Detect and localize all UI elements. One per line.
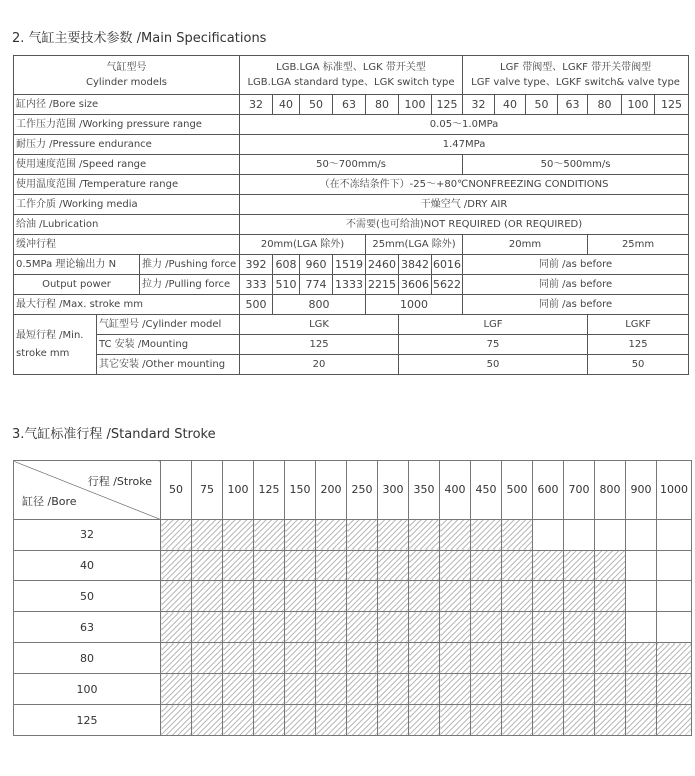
stroke-available-cell: [161, 705, 192, 736]
stroke-available-cell: [471, 643, 502, 674]
stroke-available-cell: [564, 612, 595, 643]
stroke-available-cell: [316, 519, 347, 550]
bore-label: 32: [14, 519, 161, 550]
stroke-unavailable-cell: [533, 519, 564, 550]
push-value: 608: [273, 255, 300, 275]
stroke-available-cell: [409, 612, 440, 643]
other-lgk-value: 20: [240, 355, 399, 375]
tc-lgk-value: 125: [240, 335, 399, 355]
stroke-header-cell: 700: [564, 461, 595, 520]
push-value: 392: [240, 255, 273, 275]
stroke-available-cell: [471, 674, 502, 705]
push-value: 960: [300, 255, 333, 275]
stroke-bore-corner: [14, 461, 161, 520]
stroke-available-cell: [285, 643, 316, 674]
stroke-available-cell: [223, 581, 254, 612]
stroke-available-cell: [409, 674, 440, 705]
stroke-available-cell: [626, 705, 657, 736]
stroke-available-cell: [533, 705, 564, 736]
stroke-available-cell: [564, 643, 595, 674]
stroke-available-cell: [564, 705, 595, 736]
stroke-available-cell: [192, 674, 223, 705]
stroke-available-cell: [440, 705, 471, 736]
stroke-available-cell: [409, 705, 440, 736]
stroke-available-cell: [223, 705, 254, 736]
stroke-available-cell: [595, 705, 626, 736]
stroke-available-cell: [409, 550, 440, 581]
bore-size-row: [14, 95, 689, 115]
stroke-available-cell: [378, 581, 409, 612]
stroke-available-cell: [192, 519, 223, 550]
stroke-available-cell: [440, 550, 471, 581]
stroke-available-cell: [657, 674, 692, 705]
stroke-available-cell: [285, 519, 316, 550]
bore-value: 63: [333, 95, 366, 115]
stroke-available-cell: [378, 519, 409, 550]
min-stroke-label: [14, 315, 97, 375]
stroke-header-cell: 350: [409, 461, 440, 520]
stroke-available-cell: [502, 581, 533, 612]
standard-stroke-table: [13, 460, 692, 736]
bore-row: [14, 519, 692, 550]
stroke-available-cell: [223, 643, 254, 674]
stroke-header-cell: 50: [161, 461, 192, 520]
tc-mounting-label: TC 安装 /Mounting: [97, 335, 240, 355]
stroke-available-cell: [161, 612, 192, 643]
push-same-as-before: 同前 /as before: [463, 255, 689, 275]
stroke-available-cell: [285, 550, 316, 581]
bore-label: 125: [14, 705, 161, 736]
stroke-available-cell: [161, 581, 192, 612]
stroke-available-cell: [347, 612, 378, 643]
cylinder-models-header: [14, 56, 240, 95]
stroke-available-cell: [316, 643, 347, 674]
endurance-label: 耐压力 /Pressure endurance: [14, 135, 240, 155]
stroke-header-cell: 125: [254, 461, 285, 520]
stroke-available-cell: [471, 519, 502, 550]
stroke-available-cell: [533, 581, 564, 612]
stroke-available-cell: [595, 550, 626, 581]
stroke-available-cell: [223, 550, 254, 581]
bore-value: 63: [558, 95, 588, 115]
stroke-available-cell: [471, 612, 502, 643]
stroke-unavailable-cell: [626, 581, 657, 612]
cushion-label: 缓冲行程: [14, 235, 240, 255]
push-value: 6016: [432, 255, 463, 275]
bore-value: 32: [240, 95, 273, 115]
stroke-header-cell: 1000: [657, 461, 692, 520]
model-lgf: LGF: [399, 315, 588, 335]
bore-corner-label: 缸径 /Bore: [22, 494, 77, 508]
model-lgkf: LGKF: [588, 315, 689, 335]
stroke-available-cell: [626, 643, 657, 674]
bore-value: 80: [588, 95, 622, 115]
bore-row: [14, 674, 692, 705]
lgf-en: LGF valve type、LGKF switch& valve type: [471, 77, 680, 88]
stroke-available-cell: [440, 519, 471, 550]
stroke-available-cell: [595, 581, 626, 612]
stroke-header-cell: 600: [533, 461, 564, 520]
lgf-cn: LGF 带阀型、LGKF 带开关带阀型: [500, 62, 652, 73]
max-stroke-value: 1000: [366, 295, 463, 315]
stroke-available-cell: [316, 612, 347, 643]
lubrication-row: [14, 215, 689, 235]
temperature-value: （在不冻结条件下）-25～+80℃NONFREEZING CONDITIONS: [240, 175, 689, 195]
stroke-available-cell: [223, 519, 254, 550]
stroke-available-cell: [285, 705, 316, 736]
min-stroke-tc-row: [14, 335, 689, 355]
stroke-available-cell: [192, 705, 223, 736]
bore-row: [14, 550, 692, 581]
stroke-header-cell: 500: [502, 461, 533, 520]
push-value: 2460: [366, 255, 399, 275]
stroke-available-cell: [533, 643, 564, 674]
stroke-available-cell: [347, 581, 378, 612]
stroke-available-cell: [254, 643, 285, 674]
stroke-available-cell: [533, 550, 564, 581]
temperature-row: [14, 175, 689, 195]
other-mounting-label: 其它安装 /Other mounting: [97, 355, 240, 375]
stroke-available-cell: [409, 643, 440, 674]
push-force-row: [14, 255, 689, 275]
pull-value: 2215: [366, 275, 399, 295]
stroke-available-cell: [347, 550, 378, 581]
stroke-corner-label: 行程 /Stroke: [87, 475, 152, 488]
min-stroke-label-line1: 最短行程 /Min.: [16, 329, 84, 341]
stroke-unavailable-cell: [657, 612, 692, 643]
stroke-unavailable-cell: [626, 519, 657, 550]
bore-value: 100: [399, 95, 432, 115]
pull-value: 3606: [399, 275, 432, 295]
stroke-available-cell: [502, 643, 533, 674]
stroke-available-cell: [223, 612, 254, 643]
other-lgf-value: 50: [399, 355, 588, 375]
pressure-range-label: 工作压力范围 /Working pressure range: [14, 115, 240, 135]
output-force-label-cn: 0.5MPa 理论输出力 N: [14, 255, 140, 275]
spec-header-row: [14, 56, 689, 95]
bore-label: 50: [14, 581, 161, 612]
stroke-available-cell: [316, 674, 347, 705]
speed-label: 使用速度范围 /Speed range: [14, 155, 240, 175]
cushion-value: 20mm: [463, 235, 588, 255]
bore-row: [14, 581, 692, 612]
stroke-header-cell: 100: [223, 461, 254, 520]
lgb-en: LGB.LGA standard type、LGK switch type: [247, 77, 455, 88]
stroke-header-row: [14, 461, 692, 520]
stroke-available-cell: [595, 674, 626, 705]
stroke-available-cell: [533, 612, 564, 643]
stroke-available-cell: [502, 612, 533, 643]
stroke-available-cell: [192, 643, 223, 674]
pull-force-row: [14, 275, 689, 295]
stroke-available-cell: [223, 674, 254, 705]
stroke-available-cell: [626, 674, 657, 705]
lgb-cn: LGB.LGA 标准型、LGK 带开关型: [276, 62, 426, 73]
bore-value: 80: [366, 95, 399, 115]
stroke-available-cell: [378, 643, 409, 674]
stroke-header-cell: 200: [316, 461, 347, 520]
stroke-available-cell: [471, 581, 502, 612]
bore-label: 100: [14, 674, 161, 705]
pull-value: 5622: [432, 275, 463, 295]
stroke-available-cell: [533, 674, 564, 705]
stroke-available-cell: [347, 519, 378, 550]
stroke-available-cell: [502, 705, 533, 736]
bore-value: 32: [463, 95, 495, 115]
bore-row: [14, 612, 692, 643]
output-power-label: Output power: [14, 275, 140, 295]
tc-lgkf-value: 125: [588, 335, 689, 355]
min-stroke-model-row: [14, 315, 689, 335]
stroke-available-cell: [316, 550, 347, 581]
stroke-available-cell: [285, 612, 316, 643]
stroke-available-cell: [657, 705, 692, 736]
stroke-available-cell: [347, 643, 378, 674]
pull-value: 1333: [333, 275, 366, 295]
bore-label: 80: [14, 643, 161, 674]
stroke-available-cell: [471, 550, 502, 581]
stroke-header-cell: 250: [347, 461, 378, 520]
stroke-available-cell: [502, 674, 533, 705]
stroke-header-cell: 800: [595, 461, 626, 520]
model-lgk: LGK: [240, 315, 399, 335]
max-stroke-label: 最大行程 /Max. stroke mm: [14, 295, 240, 315]
stroke-available-cell: [254, 674, 285, 705]
pull-value: 333: [240, 275, 273, 295]
cylinder-model-label: 气缸型号 /Cylinder model: [97, 315, 240, 335]
bore-value: 40: [495, 95, 526, 115]
bore-value: 40: [273, 95, 300, 115]
model-en-label: Cylinder models: [86, 77, 167, 88]
bore-label: 40: [14, 550, 161, 581]
cushion-value: 25mm(LGA 除外): [366, 235, 463, 255]
stroke-available-cell: [657, 643, 692, 674]
stroke-available-cell: [564, 581, 595, 612]
cushion-value: 25mm: [588, 235, 689, 255]
stroke-available-cell: [254, 581, 285, 612]
media-label: 工作介质 /Working media: [14, 195, 240, 215]
pull-value: 510: [273, 275, 300, 295]
stroke-available-cell: [564, 550, 595, 581]
bore-row: [14, 705, 692, 736]
stroke-available-cell: [161, 550, 192, 581]
bore-label: 63: [14, 612, 161, 643]
stroke-available-cell: [409, 519, 440, 550]
bore-value: 100: [622, 95, 655, 115]
cushion-value: 20mm(LGA 除外): [240, 235, 366, 255]
main-specifications-table: [13, 55, 689, 375]
stroke-available-cell: [161, 519, 192, 550]
stroke-available-cell: [192, 550, 223, 581]
stroke-available-cell: [192, 612, 223, 643]
bore-row: [14, 643, 692, 674]
temperature-label: 使用温度范围 /Temperature range: [14, 175, 240, 195]
bore-value: 125: [432, 95, 463, 115]
stroke-available-cell: [595, 612, 626, 643]
endurance-row: [14, 135, 689, 155]
pressure-range-row: [14, 115, 689, 135]
stroke-unavailable-cell: [657, 581, 692, 612]
stroke-unavailable-cell: [626, 612, 657, 643]
stroke-available-cell: [347, 674, 378, 705]
max-stroke-same-as-before: 同前 /as before: [463, 295, 689, 315]
stroke-unavailable-cell: [626, 550, 657, 581]
stroke-available-cell: [285, 581, 316, 612]
stroke-available-cell: [595, 643, 626, 674]
bore-size-label: 缸内径 /Bore size: [14, 95, 240, 115]
stroke-header-cell: 75: [192, 461, 223, 520]
stroke-available-cell: [440, 581, 471, 612]
pull-force-label: 拉力 /Pulling force: [140, 275, 240, 295]
stroke-available-cell: [471, 705, 502, 736]
bore-value: 50: [526, 95, 558, 115]
push-value: 1519: [333, 255, 366, 275]
section-title-specifications: 2. 气缸主要技术参数 /Main Specifications: [12, 31, 267, 46]
stroke-available-cell: [316, 581, 347, 612]
bore-value: 125: [655, 95, 689, 115]
stroke-header-cell: 450: [471, 461, 502, 520]
stroke-header-cell: 300: [378, 461, 409, 520]
pull-value: 774: [300, 275, 333, 295]
stroke-header-cell: 400: [440, 461, 471, 520]
stroke-available-cell: [440, 643, 471, 674]
min-stroke-other-row: [14, 355, 689, 375]
stroke-unavailable-cell: [595, 519, 626, 550]
speed-left-value: 50～700mm/s: [240, 155, 463, 175]
max-stroke-value: 800: [273, 295, 366, 315]
stroke-available-cell: [316, 705, 347, 736]
stroke-available-cell: [502, 550, 533, 581]
cushion-row: [14, 235, 689, 255]
lgf-series-header: [463, 56, 689, 95]
stroke-available-cell: [285, 674, 316, 705]
model-cn-label: 气缸型号: [106, 62, 147, 73]
max-stroke-value: 500: [240, 295, 273, 315]
stroke-available-cell: [378, 705, 409, 736]
section-title-standard-stroke: 3.气缸标准行程 /Standard Stroke: [12, 427, 216, 442]
stroke-available-cell: [254, 705, 285, 736]
stroke-unavailable-cell: [657, 550, 692, 581]
stroke-available-cell: [378, 550, 409, 581]
stroke-available-cell: [347, 705, 378, 736]
stroke-available-cell: [564, 674, 595, 705]
bore-value: 50: [300, 95, 333, 115]
stroke-available-cell: [502, 519, 533, 550]
max-stroke-row: [14, 295, 689, 315]
stroke-available-cell: [378, 674, 409, 705]
stroke-available-cell: [192, 581, 223, 612]
stroke-header-cell: 900: [626, 461, 657, 520]
push-value: 3842: [399, 255, 432, 275]
other-lgkf-value: 50: [588, 355, 689, 375]
stroke-header-cell: 150: [285, 461, 316, 520]
speed-row: [14, 155, 689, 175]
endurance-value: 1.47MPa: [240, 135, 689, 155]
stroke-available-cell: [409, 581, 440, 612]
tc-lgf-value: 75: [399, 335, 588, 355]
pressure-range-value: 0.05～1.0MPa: [240, 115, 689, 135]
min-stroke-label-line2: stroke mm: [16, 347, 70, 359]
stroke-available-cell: [378, 612, 409, 643]
stroke-available-cell: [254, 550, 285, 581]
media-row: [14, 195, 689, 215]
lgb-series-header: [240, 56, 463, 95]
stroke-available-cell: [254, 519, 285, 550]
stroke-available-cell: [161, 674, 192, 705]
push-force-label: 推力 /Pushing force: [140, 255, 240, 275]
stroke-unavailable-cell: [564, 519, 595, 550]
lubrication-value: 不需要(也可给油)NOT REQUIRED (OR REQUIRED): [240, 215, 689, 235]
lubrication-label: 给油 /Lubrication: [14, 215, 240, 235]
stroke-available-cell: [254, 612, 285, 643]
stroke-available-cell: [440, 674, 471, 705]
media-value: 干燥空气 /DRY AIR: [240, 195, 689, 215]
stroke-unavailable-cell: [657, 519, 692, 550]
speed-right-value: 50～500mm/s: [463, 155, 689, 175]
pull-same-as-before: 同前 /as before: [463, 275, 689, 295]
stroke-available-cell: [440, 612, 471, 643]
stroke-available-cell: [161, 643, 192, 674]
